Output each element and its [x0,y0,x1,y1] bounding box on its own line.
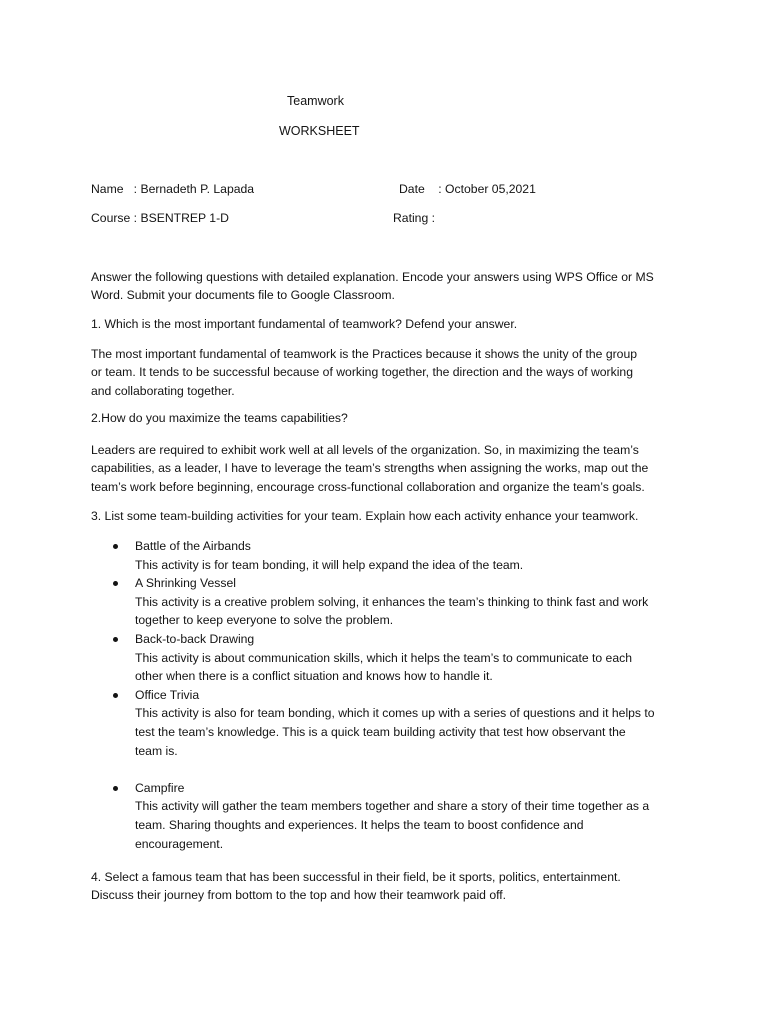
activity-description: team is. [135,743,178,758]
activity-description: This activity is for team bonding, it will help expand the idea of the team. [135,557,524,572]
activity-description: test the team’s knowledge. This is a quick team building activity that test how observant the [135,724,626,739]
question-1 [91,315,681,333]
answer-2-line: Leaders are required to exhibit work well at all levels of the organization. So, in maximizing the team’s [91,443,639,457]
activity-description: This activity is about communication skills, which it helps the team’s to communicate to each [135,650,632,665]
answer-2-line: team’s work before beginning, encourage cross-functional collaboration and organize the team’s goals. [91,479,645,494]
answer-1-line: The most important fundamental of teamwork is the Practices because it shows the unity of the group [91,347,638,361]
activity-name: Back-to-back Drawing [135,631,255,646]
activity-description: team. Sharing thoughts and experiences. It helps the team to boost confidence and [135,817,584,832]
bullet-icon [113,637,118,642]
list-item [113,574,693,630]
instructions-line: Answer the following questions with detailed explanation. Encode your answers using WPS Office or MS [91,270,654,284]
question-2 [91,409,681,427]
bullet-icon [113,581,118,586]
activity-description: other when there is a conflict situation and knows how to handle it. [135,669,493,684]
activity-name: Office Trivia [135,687,200,702]
submission-date: Date : October 05,2021 [399,182,536,196]
question-4-line: 4. Select a famous team that has been successful in their field, be it sports, politics, entertainment. [91,870,621,884]
bullet-icon [113,544,118,549]
activity-name: Battle of the Airbands [135,539,251,553]
question-3 [91,507,681,525]
page-title: Teamwork [287,94,344,108]
bullet-icon [113,693,118,698]
answer-1-line: or team. It tends to be successful because of working together, the direction and the ways of working [91,365,633,380]
question-4-line: Discuss their journey from bottom to the top and how their teamwork paid off. [91,888,507,903]
activity-description: This activity is a creative problem solving, it enhances the team’s thinking to think fast and work [135,594,649,609]
activity-name: A Shrinking Vessel [135,576,236,591]
activity-description: together to keep everyone to solve the problem. [135,613,394,628]
instructions [91,268,681,305]
instructions-line: Word. Submit your documents file to Google Classroom. [91,288,395,303]
activity-name: Campfire [135,780,185,795]
activities-list [113,537,693,853]
question-1-text: 1. Which is the most important fundamental of teamwork? Defend your answer. [91,317,518,331]
list-item [113,779,693,853]
question-2-text: 2.How do you maximize the teams capabilities? [91,411,348,425]
student-name: Name : Bernadeth P. Lapada [91,182,255,196]
list-item [113,686,693,760]
answer-1 [91,345,681,400]
activity-description: encouragement. [135,836,224,851]
bullet-icon [113,786,118,791]
answer-1-line: and collaborating together. [91,383,235,398]
rating-label: Rating : [393,211,436,225]
list-spacer [113,760,693,779]
student-course: Course : BSENTREP 1-D [91,211,229,225]
question-3-text: 3. List some team-building activities for your team. Explain how each activity enhance your teamwork. [91,509,639,523]
answer-2-line: capabilities, as a leader, I have to leverage the team’s strengths when assigning the works, map out the [91,461,649,476]
list-item [113,537,693,574]
list-item [113,630,693,686]
answer-2 [91,441,681,496]
activity-description: This activity will gather the team members together and share a story of their time together as a [135,799,650,814]
activity-description: This activity is also for team bonding, which it comes up with a series of questions and it helps to [135,706,655,721]
question-4 [91,868,681,905]
page-subtitle: WORKSHEET [279,124,360,138]
